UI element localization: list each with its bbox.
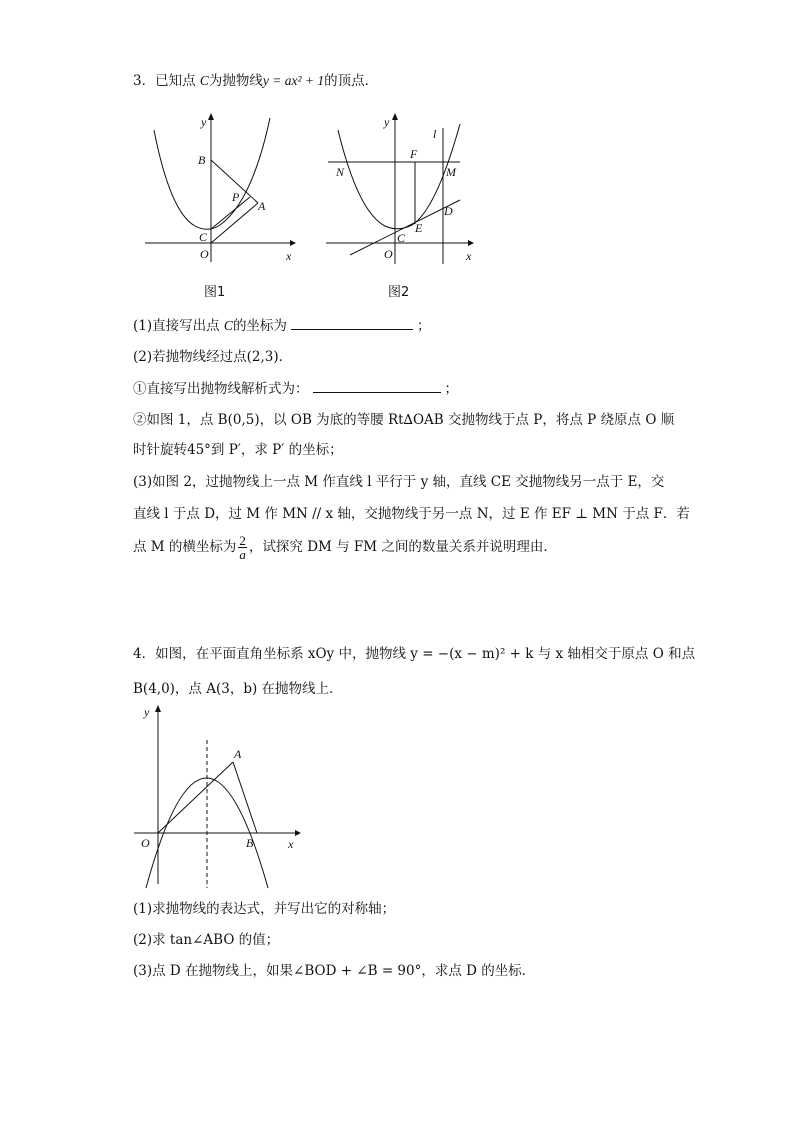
q3-part3-line3-prefix: 点 M 的横坐标为 (133, 539, 237, 555)
q3-stem-prefix: 3．已知点 (133, 73, 200, 89)
q3-figure-1 (140, 112, 310, 272)
fig2-y-arrow (392, 113, 398, 120)
q3-parabola-expr: y = ax² + 1 (262, 73, 325, 88)
fraction-numerator: 2 (239, 532, 246, 548)
q4-label-y: y (144, 705, 150, 719)
q3-part2-1 (133, 380, 458, 398)
q3-stem (133, 72, 378, 90)
q3-part3-line1: (3)如图 2，过抛物线上一点 M 作直线 l 平行于 y 轴，直线 CE 交抛物线另一点于 E，交 (133, 474, 665, 490)
fig2-label-n: N (336, 165, 345, 179)
fig2-label-x: x (466, 249, 472, 263)
q3-part1-prefix: (1)直接写出点 (133, 318, 224, 334)
fig2-parabola (338, 124, 460, 229)
fig2-label-f: F (410, 147, 418, 161)
fig1-label-x: x (286, 249, 292, 263)
fig2-label-d: D (444, 204, 453, 218)
fraction-denominator: a (239, 546, 246, 562)
q4-y-arrow (155, 705, 161, 712)
q4-stem-line2: B(4,0)，点 A(3，b) 在抛物线上． (133, 681, 343, 697)
q4-x-arrow (295, 830, 301, 836)
q4-figure (130, 702, 310, 892)
q3-stem-suffix: 的顶点． (324, 73, 379, 89)
fig1-label-c: C (199, 230, 208, 244)
q3-part1-suffix: 的坐标为 (232, 318, 287, 334)
q3-part2-2-line2: 时针旋转45°到 P′，求 P′ 的坐标； (133, 442, 343, 458)
q3-fraction-2-over-a (238, 534, 247, 562)
q3-part3-line3-suffix: ，试探究 DM 与 FM 之间的数量关系并说明理由． (248, 539, 557, 555)
fig1-parabola (154, 118, 270, 229)
q4-segment-oa (158, 762, 233, 833)
q4-label-o: O (141, 836, 150, 850)
fig1-label-b: B (198, 153, 206, 167)
q3-part1-end: ； (416, 318, 431, 334)
fig2-label-o: O (384, 247, 393, 261)
q3-part2-1-end: ； (444, 381, 458, 397)
q4-part2: (2)求 tan∠ABO 的值； (133, 932, 280, 948)
q3-figure-2 (320, 112, 480, 272)
q4-stem-line1: 4．如图，在平面直角坐标系 xOy 中，抛物线 y = −(x − m)² + k 与 x 轴相交于原点 O 和点 (133, 646, 696, 662)
fig1-label-o: O (200, 247, 209, 261)
q3-stem-middle: 为抛物线 (208, 73, 263, 89)
fig2-label-l: l (433, 127, 437, 141)
q3-point-c: C (199, 73, 209, 88)
q3-part1-answer-blank[interactable] (291, 317, 413, 330)
fig1-x-arrow (290, 240, 296, 246)
q3-part2-1-text: ①直接写出抛物线解析式为： (133, 381, 309, 397)
q3-part2: (2)若抛物线经过点(2,3)． (133, 349, 293, 365)
q4-part1: (1)求抛物线的表达式，并写出它的对称轴； (133, 901, 396, 917)
fig2-label-e: E (415, 221, 423, 235)
fig2-label-c: C (397, 231, 406, 245)
fig1-y-arrow (208, 113, 214, 120)
fig1-label-a: A (258, 199, 266, 213)
q4-label-b: B (246, 836, 254, 850)
q3-part2-1-answer-blank[interactable] (313, 380, 441, 393)
q4-part3: (3)点 D 在抛物线上，如果∠BOD + ∠B = 90°，求点 D 的坐标． (133, 963, 536, 979)
q3-part3-line3 (133, 531, 557, 563)
fig1-segment-cp (211, 197, 250, 229)
q3-part3-line2: 直线 l 于点 D，过 M 作 MN // x 轴，交抛物线于另一点 N，过 E 作 EF ⊥ MN 于点 F．若 (133, 506, 690, 522)
q4-label-x: x (288, 837, 294, 851)
fig1-label-y: y (201, 115, 207, 129)
q3-part2-2-line1: ②如图 1，点 B(0,5)，以 OB 为底的等腰 Rt∆OAB 交抛物线于点 P，将点 P 绕原点 O 顺 (133, 412, 675, 428)
q3-part1-point-c: C (223, 318, 233, 333)
q3-part1 (133, 317, 430, 335)
fig2-label-m: M (446, 165, 456, 179)
q3-figure-1-caption: 图1 (204, 285, 226, 300)
q4-label-a: A (234, 747, 242, 761)
fig1-label-p: P (232, 190, 240, 204)
q3-figure-2-caption: 图2 (388, 285, 410, 300)
fig2-label-y: y (384, 115, 390, 129)
fig2-x-arrow (468, 240, 474, 246)
